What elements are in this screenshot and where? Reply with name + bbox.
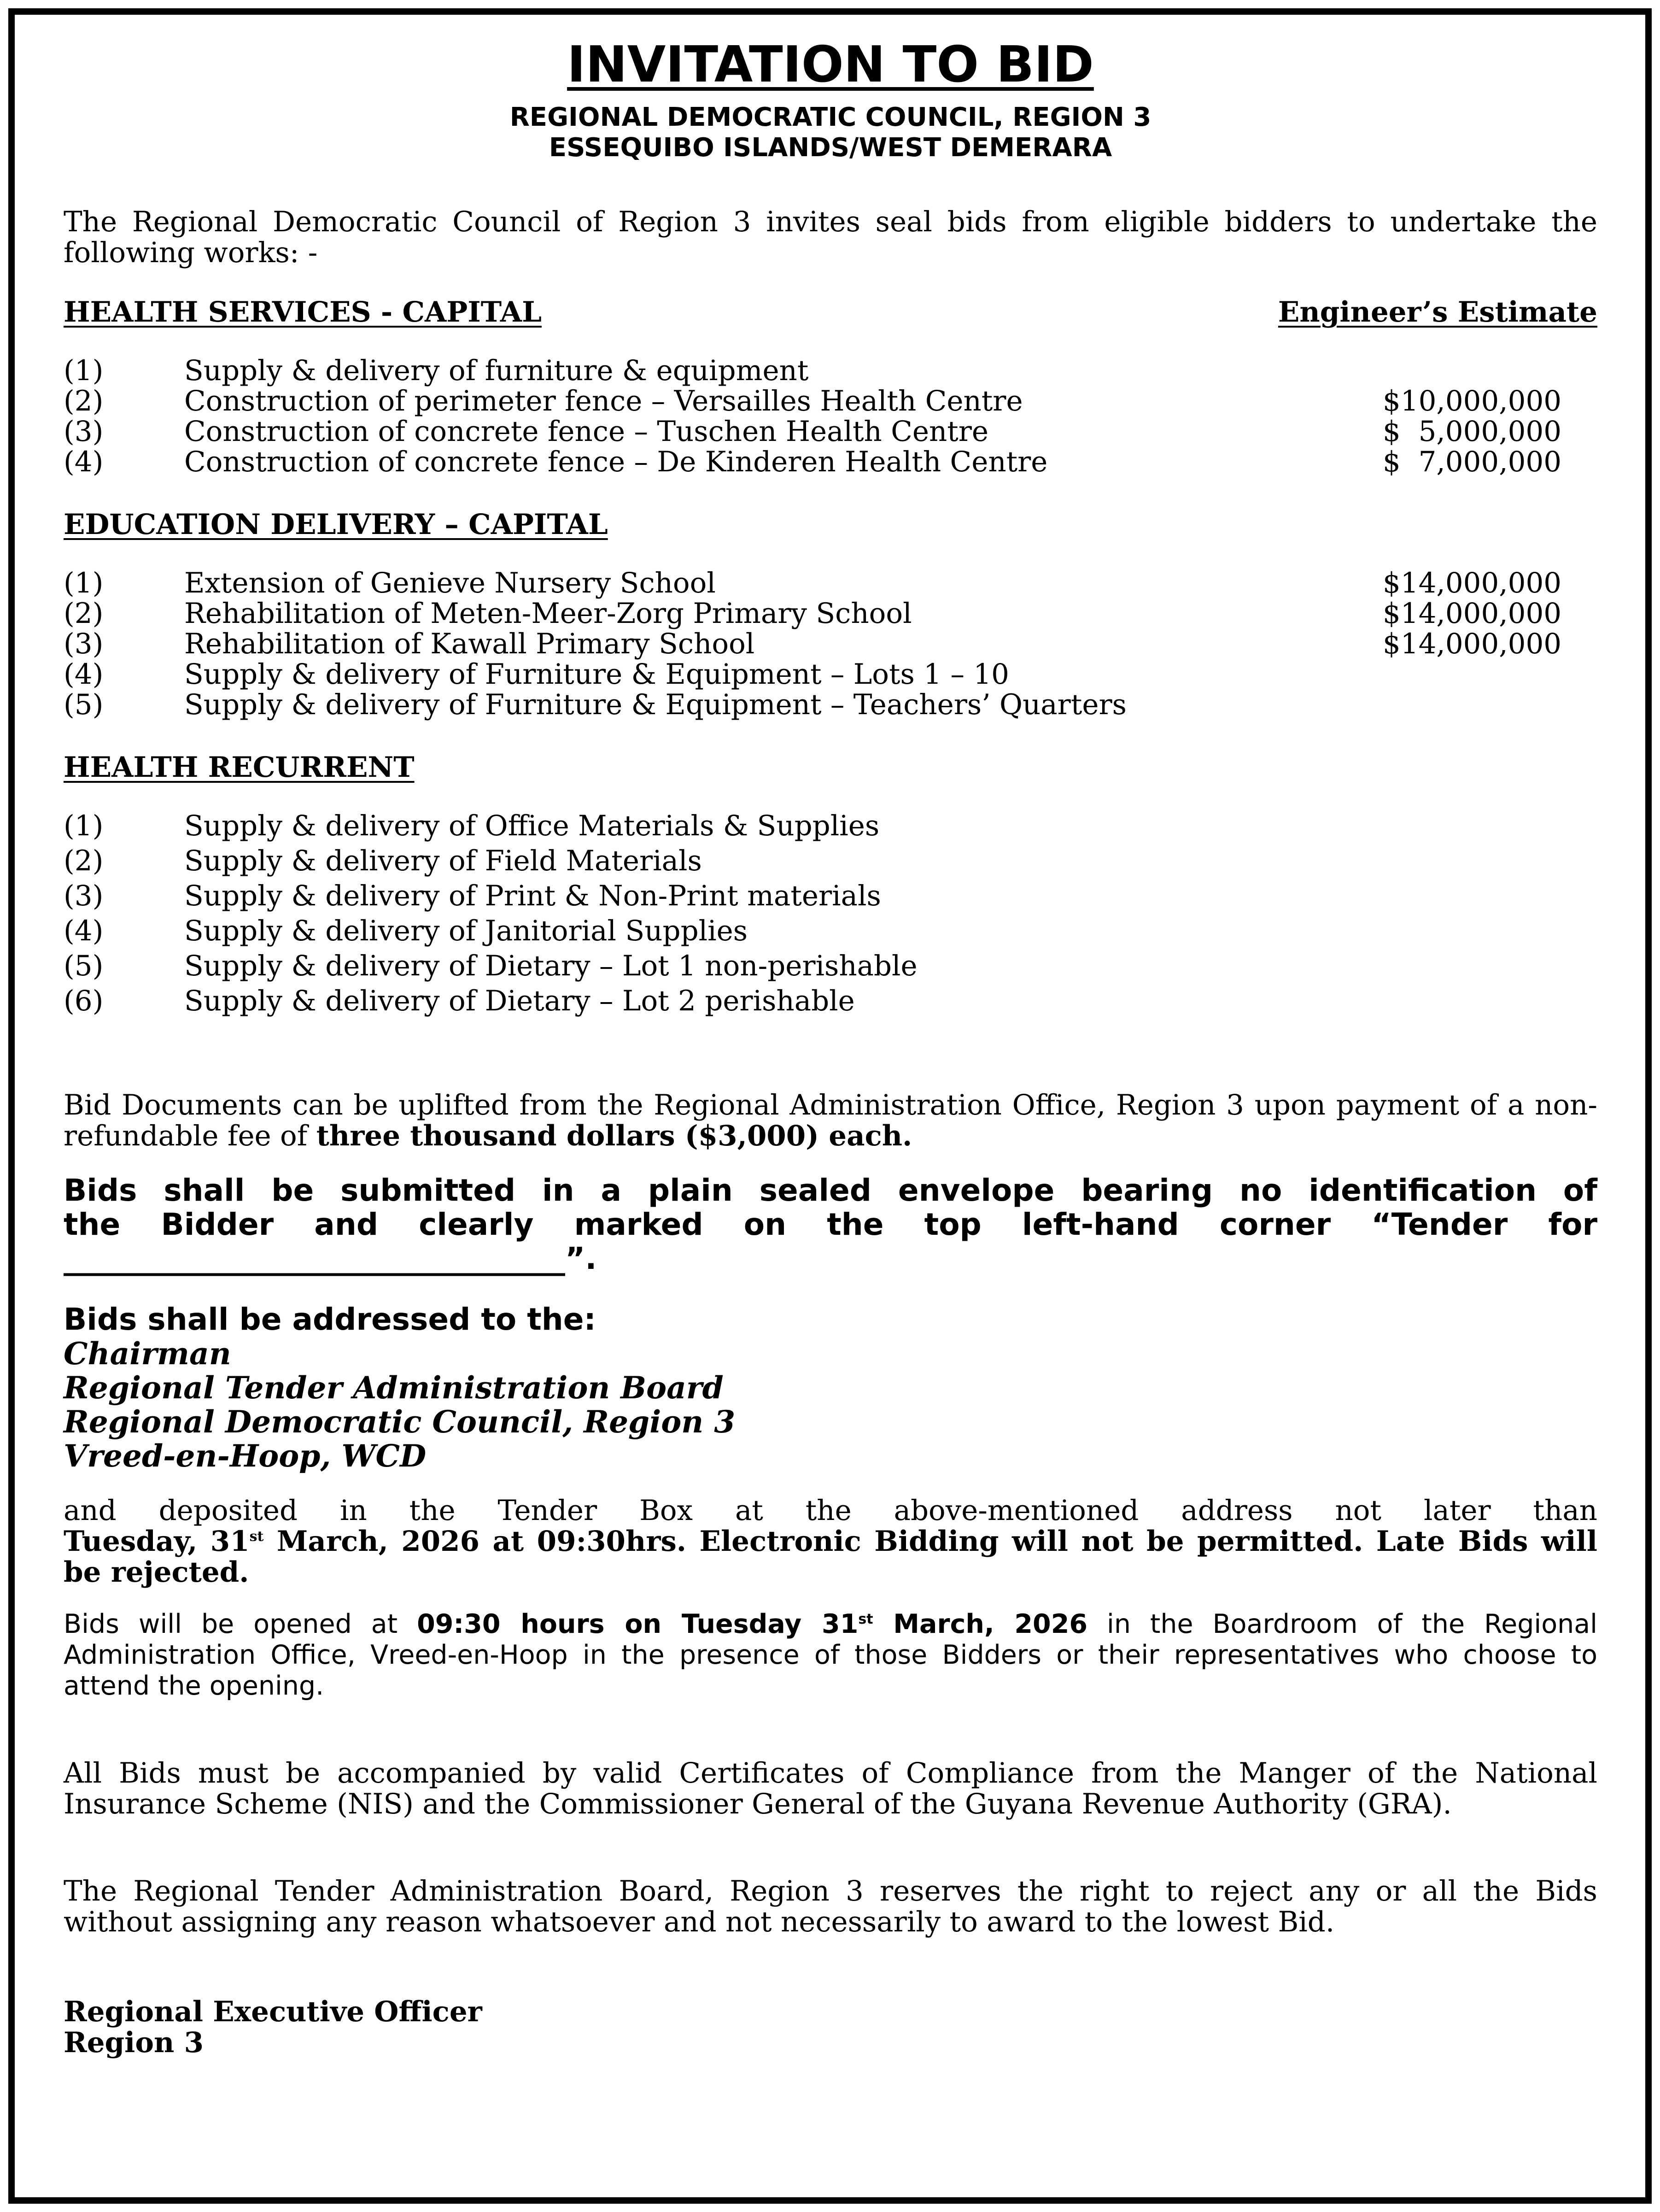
opening-time: 09:30 hours on Tuesday 31 — [417, 1609, 859, 1639]
address-line-1: Chairman — [64, 1336, 231, 1372]
list-item — [64, 446, 1597, 477]
list-item — [64, 598, 1597, 628]
deposit-day: Tuesday, 31 — [64, 1525, 250, 1558]
health-capital-heading-row — [64, 297, 1597, 328]
item-number: (5) — [64, 950, 104, 982]
item-text: Rehabilitation of Kawall Primary School — [184, 628, 755, 660]
bid-documents-text: Bid Documents can be uplifted from the Regional Administration Office, Region 3 upon payment of a non-refundable fee of — [64, 1089, 1597, 1152]
health-recurrent-heading: HEALTH RECURRENT — [64, 751, 415, 784]
item-text: Supply & delivery of Furniture & Equipment – Teachers’ Quarters — [184, 688, 1127, 721]
recurrent-heading-row — [64, 752, 1597, 783]
compliance-paragraph: All Bids must be accompanied by valid Certificates of Compliance from the Manger of the National Insurance Scheme (NIS) and the Commissioner General of the Guyana Revenue Authority (GRA). — [64, 1757, 1597, 1820]
list-item — [64, 880, 1597, 915]
item-number: (4) — [64, 915, 104, 947]
health-capital-heading: HEALTH SERVICES - CAPITAL — [64, 296, 542, 329]
item-number: (2) — [64, 385, 104, 417]
submission-line-3: _________________________________”. — [64, 1241, 597, 1276]
submission-paragraph — [64, 1173, 1597, 1276]
bid-documents-paragraph — [64, 1090, 1597, 1151]
item-number: (1) — [64, 567, 104, 599]
item-text: Supply & delivery of Furniture & Equipment – Lots 1 – 10 — [184, 658, 1009, 691]
item-number: (1) — [64, 810, 104, 842]
item-text: Supply & delivery of furniture & equipment — [184, 354, 809, 387]
list-item — [64, 386, 1597, 416]
list-item — [64, 689, 1597, 720]
item-amount: $14,000,000 — [1383, 597, 1562, 630]
item-number: (4) — [64, 446, 104, 478]
education-capital-list — [64, 568, 1597, 720]
intro-paragraph: The Regional Democratic Council of Region 3 invites seal bids from eligible bidders to undertake the following works: - — [64, 205, 1597, 269]
signature-region: Region 3 — [64, 2026, 204, 2059]
signature-title: Regional Executive Officer — [64, 1995, 482, 2028]
address-line-3: Regional Democratic Council, Region 3 — [64, 1404, 736, 1440]
deposit-deadline — [64, 1526, 1597, 1588]
opening-paragraph — [64, 1609, 1597, 1702]
item-text: Supply & delivery of Print & Non-Print materials — [184, 880, 881, 912]
deposit-text: and deposited in the Tender Box at the above-mentioned address not later than — [64, 1494, 1597, 1527]
address-intro: Bids shall be addressed to the: — [64, 1302, 596, 1337]
opening-pre: Bids will be opened at — [64, 1609, 417, 1639]
bid-notice — [64, 38, 1597, 2058]
list-item — [64, 628, 1597, 659]
list-item — [64, 568, 1597, 598]
health-recurrent-list — [64, 810, 1597, 1021]
council-name: REGIONAL DEMOCRATIC COUNCIL, REGION 3 — [509, 102, 1151, 132]
address-block — [64, 1303, 1597, 1473]
list-item — [64, 416, 1597, 446]
health-capital-list — [64, 355, 1597, 477]
item-number: (3) — [64, 880, 104, 912]
item-number: (3) — [64, 415, 104, 448]
item-number: (3) — [64, 628, 104, 660]
item-text: Extension of Genieve Nursery School — [184, 567, 716, 599]
signature-block — [64, 1996, 1597, 2058]
address-line-4: Vreed-en-Hoop, WCD — [64, 1438, 427, 1474]
address-line-2: Regional Tender Administration Board — [64, 1370, 724, 1406]
list-item — [64, 810, 1597, 845]
submission-line-2: the Bidder and clearly marked on the top left-hand corner “Tender for — [64, 1207, 1597, 1242]
estimate-heading: Engineer’s Estimate — [1278, 296, 1597, 329]
item-text: Construction of perimeter fence – Versailles Health Centre — [184, 385, 1023, 417]
list-item — [64, 659, 1597, 689]
list-item — [64, 986, 1597, 1021]
notice-title: INVITATION TO BID — [567, 36, 1094, 94]
education-heading-row — [64, 509, 1597, 540]
item-text: Supply & delivery of Office Materials & Supplies — [184, 810, 880, 842]
item-number: (2) — [64, 845, 104, 877]
item-amount: $ 5,000,000 — [1383, 415, 1562, 448]
bid-fee: three thousand dollars ($3,000) each. — [316, 1120, 912, 1152]
item-number: (2) — [64, 597, 104, 630]
item-number: (1) — [64, 354, 104, 387]
opening-date: March, 2026 — [873, 1609, 1088, 1639]
list-item — [64, 355, 1597, 386]
item-number: (4) — [64, 658, 104, 691]
region-name: ESSEQUIBO ISLANDS/WEST DEMERARA — [549, 133, 1112, 163]
submission-line-1: Bids shall be submitted in a plain sealed envelope bearing no identification of — [64, 1173, 1597, 1208]
item-text: Supply & delivery of Dietary – Lot 1 non-perishable — [184, 950, 918, 982]
item-amount: $14,000,000 — [1383, 567, 1562, 599]
deposit-rest: March, 2026 at 09:30hrs. Electronic Bidding will not be permitted. Late Bids will be rejected. — [64, 1525, 1597, 1589]
item-amount: $10,000,000 — [1383, 385, 1562, 417]
item-text: Construction of concrete fence – De Kinderen Health Centre — [184, 446, 1048, 478]
list-item — [64, 845, 1597, 880]
item-amount: $ 7,000,000 — [1383, 446, 1562, 478]
item-amount: $14,000,000 — [1383, 628, 1562, 660]
item-number: (5) — [64, 688, 104, 721]
item-text: Supply & delivery of Field Materials — [184, 845, 702, 877]
item-number: (6) — [64, 985, 104, 1017]
deposit-paragraph — [64, 1495, 1597, 1588]
reserve-paragraph: The Regional Tender Administration Board, Region 3 reserves the right to reject any or all the Bids without assigning any reason whatsoever and not necessarily to award to the lowest Bid. — [64, 1875, 1597, 1938]
list-item — [64, 951, 1597, 986]
opening-day-suffix: st — [858, 1611, 873, 1627]
deposit-day-suffix: st — [249, 1528, 264, 1545]
item-text: Rehabilitation of Meten-Meer-Zorg Primary School — [184, 597, 912, 630]
item-text: Construction of concrete fence – Tuschen Health Centre — [184, 415, 989, 448]
item-text: Supply & delivery of Janitorial Supplies — [184, 915, 748, 947]
list-item — [64, 915, 1597, 951]
item-text: Supply & delivery of Dietary – Lot 2 perishable — [184, 985, 855, 1017]
education-capital-heading: EDUCATION DELIVERY – CAPITAL — [64, 508, 608, 541]
opening-post: in the Boardroom of the Regional Administration Office, Vreed-en-Hoop in the presence of those Bidders or their representatives who choose to attend the opening. — [64, 1609, 1597, 1701]
